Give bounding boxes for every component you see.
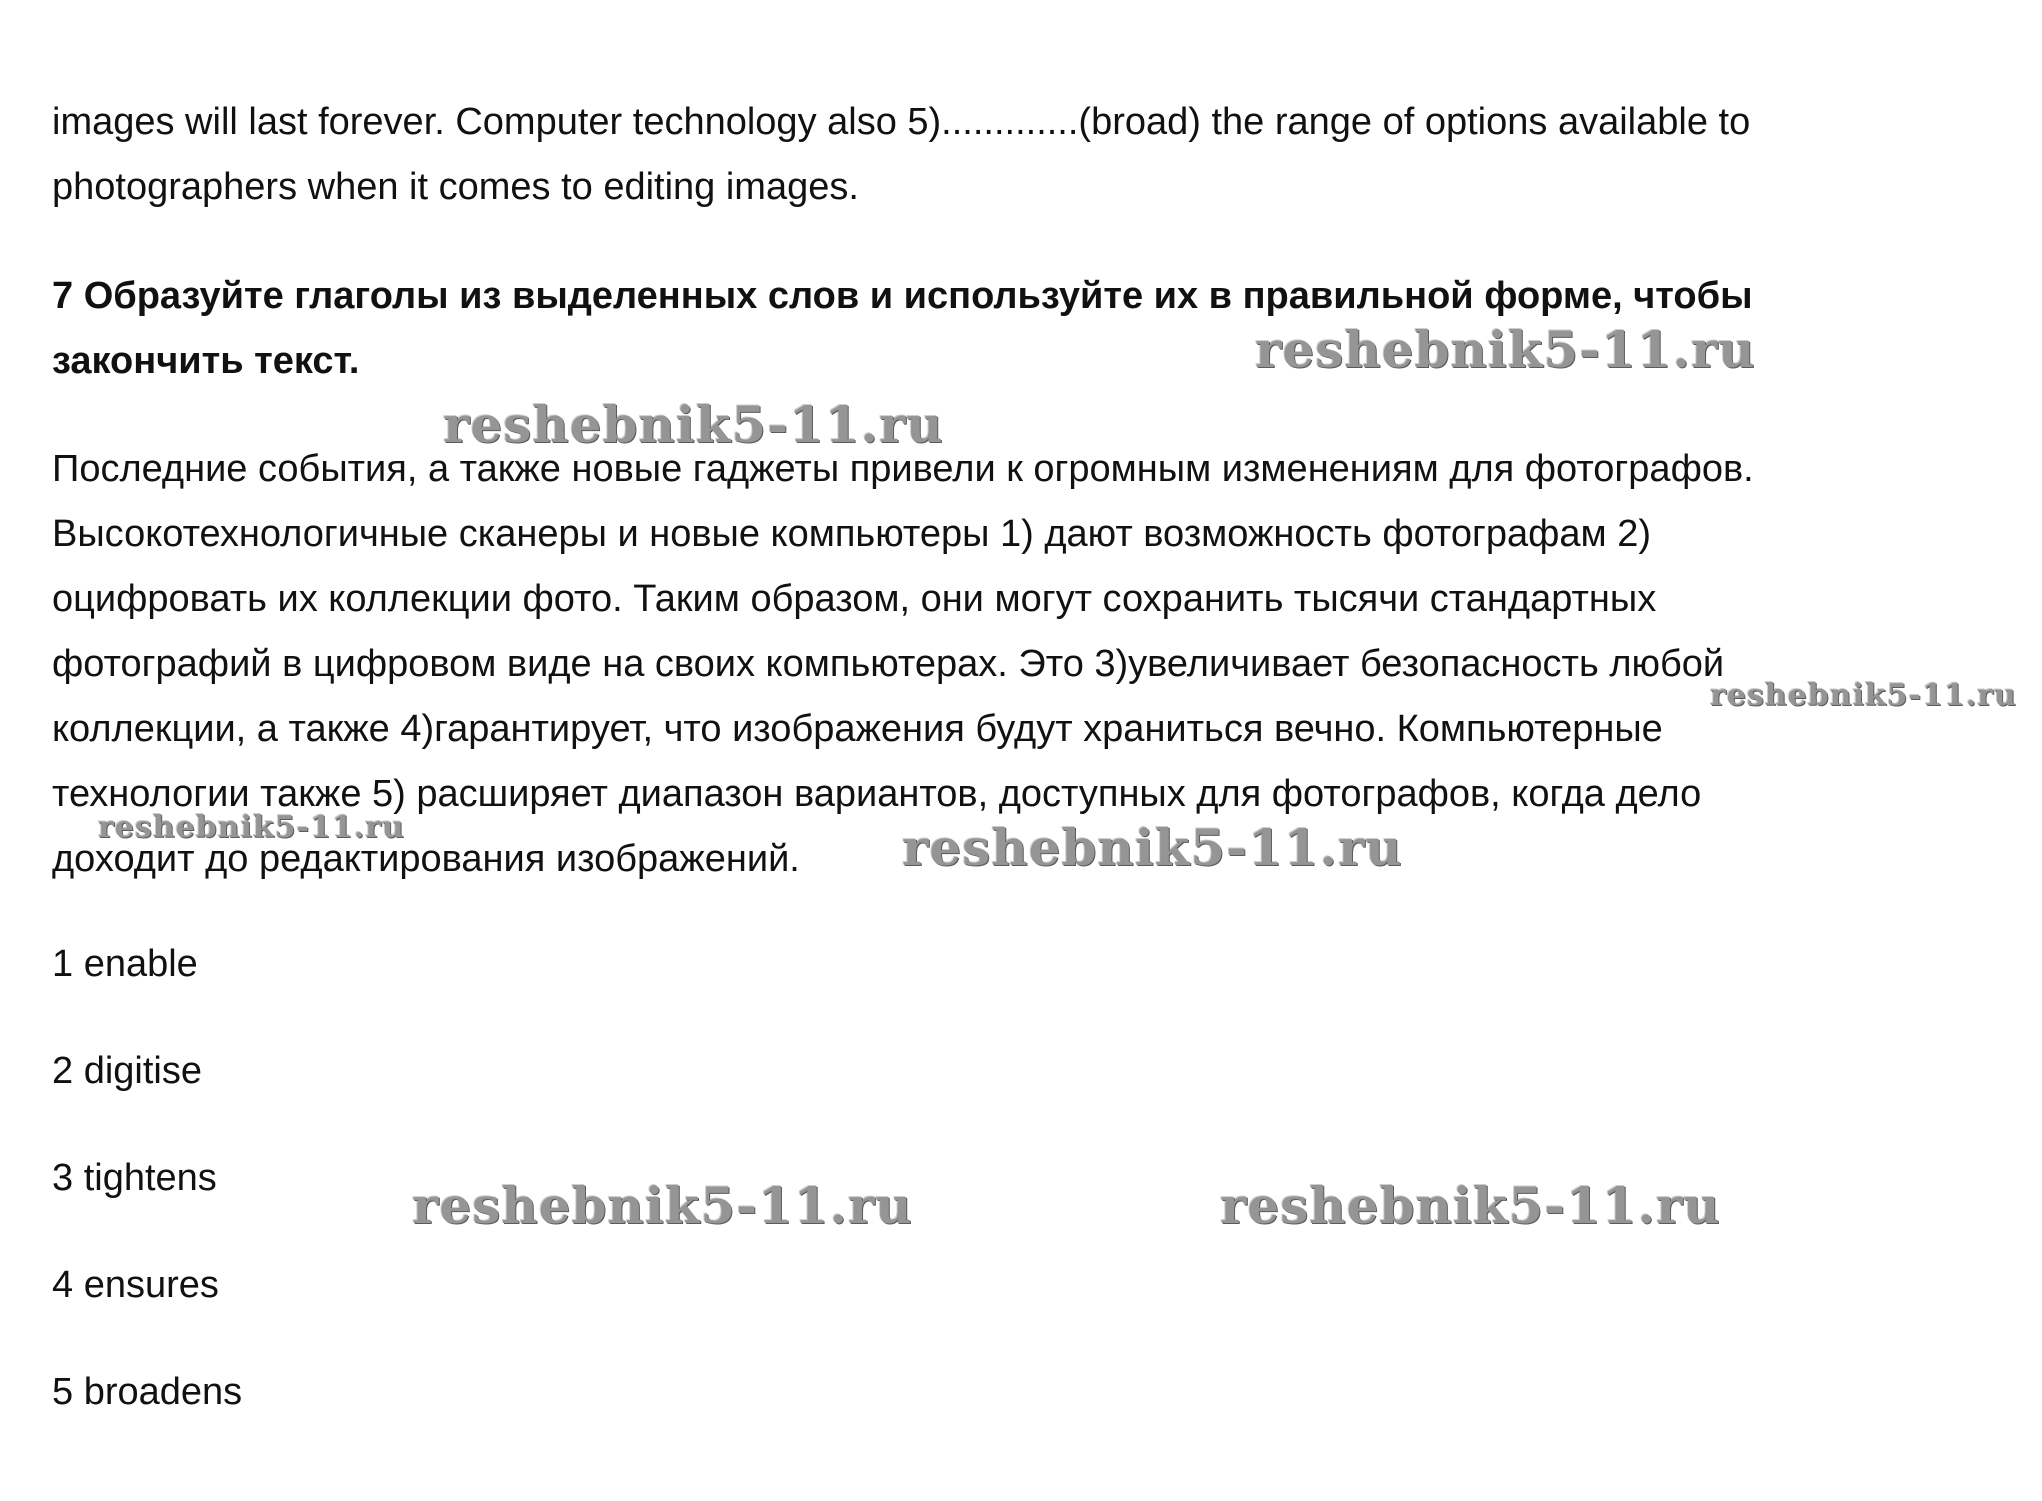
answer-item-3: 3 tightens (52, 1157, 217, 1199)
task-heading-line-2: закончить текст. (52, 340, 360, 382)
translation-line-4: фотографий в цифровом виде на своих компьютерах. Это 3)увеличивает безопасность любой (52, 643, 1725, 685)
watermark: reshebnik5-11.ru (1255, 320, 1756, 379)
watermark: reshebnik5-11.ru (902, 818, 1403, 877)
translation-line-6: технологии также 5) расширяет диапазон вариантов, доступных для фотографов, когда дело (52, 773, 1702, 815)
translation-line-1: Последние события, а также новые гаджеты привели к огромным изменениям для фотографов. (52, 448, 1754, 490)
task-heading-line-1: 7 Образуйте глаголы из выделенных слов и используйте их в правильной форме, чтобы (52, 275, 1753, 317)
answer-item-1: 1 enable (52, 943, 198, 985)
translation-line-3: оцифровать их коллекции фото. Таким образом, они могут сохранить тысячи стандартных (52, 578, 1657, 620)
translation-line-5: коллекции, а также 4)гарантирует, что изображения будут храниться вечно. Компьютерные (52, 708, 1663, 750)
watermark: reshebnik5-11.ru (1220, 1176, 1721, 1235)
translation-line-7: доходит до редактирования изображений. (52, 838, 800, 880)
watermark: reshebnik5-11.ru (1710, 678, 2017, 713)
intro-line-1: images will last forever. Computer technology also 5).............(broad) the range of options available to (52, 101, 1751, 143)
translation-line-2: Высокотехнологичные сканеры и новые компьютеры 1) дают возможность фотографам 2) (52, 513, 1651, 555)
watermark: reshebnik5-11.ru (98, 810, 405, 845)
watermark: reshebnik5-11.ru (412, 1176, 913, 1235)
watermark: reshebnik5-11.ru (443, 395, 944, 454)
intro-line-2: photographers when it comes to editing images. (52, 166, 859, 208)
answer-item-5: 5 broadens (52, 1371, 243, 1413)
answer-item-4: 4 ensures (52, 1264, 219, 1306)
answer-item-2: 2 digitise (52, 1050, 202, 1092)
